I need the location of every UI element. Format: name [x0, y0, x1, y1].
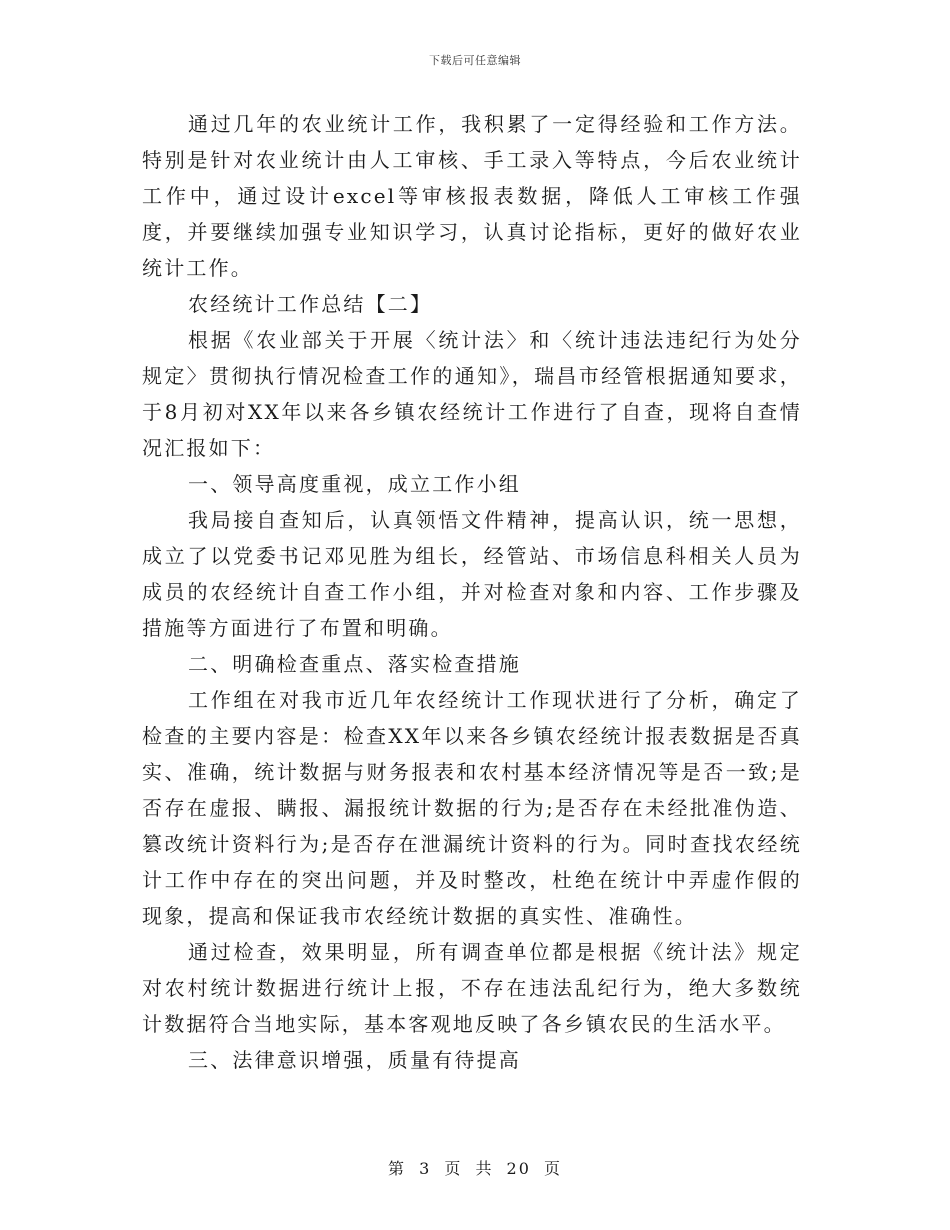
paragraph-section-2: 工作组在对我市近几年农经统计工作现状进行了分析，确定了检查的主要内容是：检查XX年以来各乡镇农经统计报表数据是否真实、准确，统计数据与财务报表和农村基本经济情况等是否一致;是否存在虚报、瞒报、漏报统计数据的行为;是否存在未经批准伪造、篡改统计资料行为;是否存在泄漏统计资料的行为。同时查找农经统计工作中存在的突出问题，并及时整改，杜绝在统计中弄虚作假的现象，提高和保证我市农经统计数据的真实性、准确性。 [142, 688, 802, 928]
heading-section-1: 一、领导高度重视，成立工作小组 [188, 472, 521, 496]
heading-section-2: 二、明确检查重点、落实检查措施 [188, 652, 521, 676]
page-header-note: 下载后可任意编辑 [429, 54, 521, 67]
paragraph-result: 通过检查，效果明显，所有调查单位都是根据《统计法》规定对农村统计数据进行统计上报，不存在违法乱纪行为，绝大多数统计数据符合当地实际，基本客观地反映了各乡镇农民的生活水平。 [142, 940, 802, 1036]
page-number: 第 3 页 共 20 页 [388, 1159, 562, 1178]
document-body [142, 106, 802, 1078]
paragraph-section-1: 我局接自查知后，认真领悟文件精神，提高认识，统一思想，成立了以党委书记邓见胜为组长，经管站、市场信息科相关人员为成员的农经统计自查工作小组，并对检查对象和内容、工作步骤及措施等方面进行了布置和明确。 [142, 508, 802, 640]
paragraph-1: 通过几年的农业统计工作，我积累了一定得经验和工作方法。特别是针对农业统计由人工审核、手工录入等特点，今后农业统计工作中，通过设计excel等审核报表数据，降低人工审核工作强度，并要继续加强专业知识学习，认真讨论指标，更好的做好农业统计工作。 [142, 112, 802, 280]
section-title-summary-2: 农经统计工作总结【二】 [188, 292, 433, 316]
heading-section-3: 三、法律意识增强，质量有待提高 [188, 1048, 521, 1072]
paragraph-intro: 根据《农业部关于开展〈统计法〉和〈统计违法违纪行为处分规定〉贯彻执行情况检查工作的通知》，瑞昌市经管根据通知要求，于8月初对XX年以来各乡镇农经统计工作进行了自查，现将自查情况汇报如下： [142, 328, 802, 460]
